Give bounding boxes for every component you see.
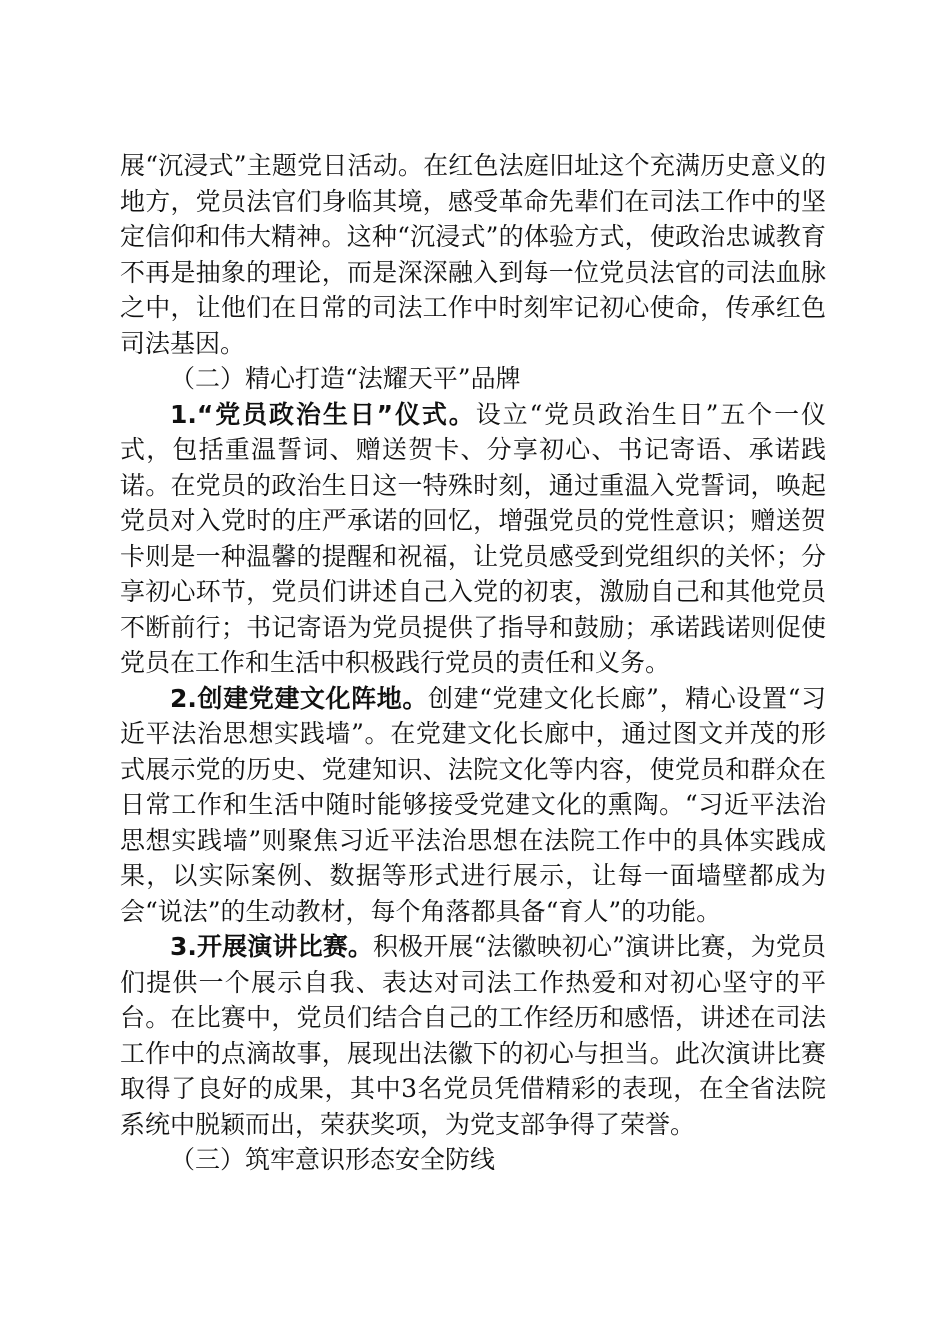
item-lead-3: 3.开展演讲比赛。 xyxy=(170,932,373,961)
item-text-1: 设立“党员政治生日”五个一仪式，包括重温誓词、赠送贺卡、分享初心、书记寄语、承诺践诺。在党员的政治生日这一特殊时刻，通过重温入党誓词，唤起党员对入党时的庄严承诺的回忆，增强党员的党性意识；赠送贺卡则是一种温馨的提醒和祝福，让党员感受到党组织的关怀；分享初心环节，党员们讲述自己入党的初衷，激励自己和其他党员不断前行；书记寄语为党员提供了指导和鼓励；承诺践诺则促使党员在工作和生活中积极践行党员的责任和义务。 xyxy=(120,399,826,677)
item-lead-2: 2.创建党建文化阵地。 xyxy=(170,683,428,713)
document-body xyxy=(120,148,826,1178)
item-paragraph-1 xyxy=(120,397,826,681)
item-paragraph-2 xyxy=(120,681,826,930)
section-heading-2: （二）精心打造“法耀天平”品牌 xyxy=(170,364,521,393)
item-lead-1: 1.“党员政治生日”仪式。 xyxy=(170,399,476,429)
item-text-3: 积极开展“法徽映初心”演讲比赛，为党员们提供一个展示自我、表达对司法工作热爱和对初心坚守的平台。在比赛中，党员们结合自己的工作经历和感悟，讲述在司法工作中的点滴故事，展现出法徽下的初心与担当。此次演讲比赛取得了良好的成果，其中3名党员凭借精彩的表现，在全省法院系统中脱颖而出，荣获奖项，为党支部争得了荣誉。 xyxy=(120,932,826,1139)
section-heading-3: （三）筑牢意识形态安全防线 xyxy=(170,1145,496,1174)
item-text-2: 创建“党建文化长廊”，精心设置“习近平法治思想实践墙”。在党建文化长廊中，通过图文并茂的形式展示党的历史、党建知识、法院文化等内容，使党员和群众在日常工作和生活中随时能够接受党建文化的熏陶。“习近平法治思想实践墙”则聚焦习近平法治思想在法院工作中的具体实践成果，以实际案例、数据等形式进行展示，让每一面墙壁都成为会“说法”的生动教材，每个角落都具备“育人”的功能。 xyxy=(120,683,826,926)
paragraph-continuation: 展“沉浸式”主题党日活动。在红色法庭旧址这个充满历史意义的地方，党员法官们身临其境，感受革命先辈们在司法工作中的坚定信仰和伟大精神。这种“沉浸式”的体验方式，使政治忠诚教育不再是抽象的理论，而是深深融入到每一位党员法官的司法血脉之中，让他们在日常的司法工作中时刻牢记初心使命，传承红色司法基因。 xyxy=(120,151,826,358)
item-paragraph-3 xyxy=(120,929,826,1142)
